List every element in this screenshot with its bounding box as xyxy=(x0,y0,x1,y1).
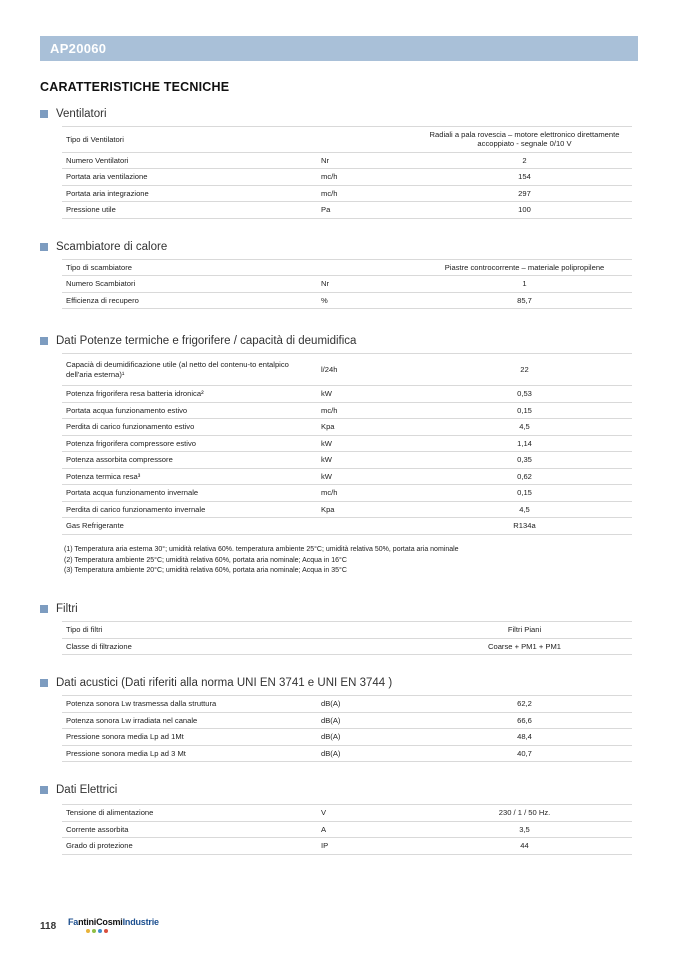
page-header-bar xyxy=(40,36,638,61)
row-label: Tipo di scambiatore xyxy=(62,259,317,275)
row-unit: l/24h xyxy=(317,354,417,386)
row-unit xyxy=(317,638,417,654)
footnotes xyxy=(64,545,638,578)
row-value: 0,15 xyxy=(417,485,632,501)
page-content xyxy=(40,80,638,861)
table-row xyxy=(62,468,632,484)
row-unit: kW xyxy=(317,468,417,484)
row-value: Filtri Piani xyxy=(417,622,632,638)
row-value: 3,5 xyxy=(417,821,632,837)
row-unit: mc/h xyxy=(317,185,417,201)
bullet-square-icon xyxy=(40,786,48,794)
row-value: 0,53 xyxy=(417,386,632,402)
table-row xyxy=(62,501,632,517)
table-row xyxy=(62,169,632,185)
row-value: Radiali a pala rovescia – motore elettronico direttamente accoppiato - segnale 0/10 V xyxy=(417,127,632,153)
row-label: Grado di protezione xyxy=(62,838,317,854)
section-heading xyxy=(40,108,638,120)
spec-table-potenze xyxy=(62,353,632,534)
section-heading xyxy=(40,335,638,347)
product-code: AP20060 xyxy=(50,41,107,56)
section-scambiatore xyxy=(40,241,638,309)
row-label: Capacià di deumidificazione utile (al netto del contenu-to entalpico dell'aria esterna)¹ xyxy=(62,354,317,386)
row-value: 230 / 1 / 50 Hz. xyxy=(417,805,632,821)
row-label: Corrente assorbita xyxy=(62,821,317,837)
row-label: Tipo di filtri xyxy=(62,622,317,638)
row-value: 44 xyxy=(417,838,632,854)
section-title: Dati acustici (Dati riferiti alla norma UNI EN 3741 e UNI EN 3744 ) xyxy=(56,677,393,690)
table-row xyxy=(62,202,632,218)
bullet-square-icon xyxy=(40,605,48,613)
logo-part-1: Fa xyxy=(68,917,79,927)
row-unit: dB(A) xyxy=(317,729,417,745)
row-value: 62,2 xyxy=(417,696,632,712)
row-value: 40,7 xyxy=(417,745,632,761)
footnote-3: (3) Temperatura ambiente 20°C; umidità relativa 60%, portata aria nominale; Acqua in 35°C xyxy=(64,567,347,575)
row-label: Potenza termica resa³ xyxy=(62,468,317,484)
row-value: 154 xyxy=(417,169,632,185)
row-label: Pressione sonora media Lp ad 3 Mt xyxy=(62,745,317,761)
row-label: Portata aria integrazione xyxy=(62,185,317,201)
section-title: Filtri xyxy=(56,603,78,616)
table-row xyxy=(62,518,632,534)
row-value: 2 xyxy=(417,152,632,168)
table-row xyxy=(62,805,632,821)
row-value: 0,62 xyxy=(417,468,632,484)
row-label: Potenza sonora Lw trasmessa dalla struttura xyxy=(62,696,317,712)
row-value: Coarse + PM1 + PM1 xyxy=(417,638,632,654)
table-row xyxy=(62,185,632,201)
row-unit: kW xyxy=(317,452,417,468)
table-row xyxy=(62,838,632,854)
row-unit: dB(A) xyxy=(317,745,417,761)
row-value: 1,14 xyxy=(417,435,632,451)
section-title: Dati Elettrici xyxy=(56,784,118,797)
row-label: Numero Ventilatori xyxy=(62,152,317,168)
row-label: Tipo di Ventilatori xyxy=(62,127,317,153)
row-label: Pressione utile xyxy=(62,202,317,218)
table-row xyxy=(62,127,632,153)
section-heading xyxy=(40,241,638,253)
logo-part-2: ntiniCosmi xyxy=(78,917,123,927)
row-value: 297 xyxy=(417,185,632,201)
company-logo xyxy=(68,917,159,927)
row-unit: IP xyxy=(317,838,417,854)
row-label: Portata acqua funzionamento invernale xyxy=(62,485,317,501)
row-value: 4,5 xyxy=(417,419,632,435)
row-unit: kW xyxy=(317,435,417,451)
footnote-2: (2) Temperatura ambiente 25°C; umidità relativa 60%, portata aria nominale; Acqua in 16°C xyxy=(64,556,347,564)
table-row xyxy=(62,435,632,451)
section-title: Scambiatore di calore xyxy=(56,240,168,253)
table-row xyxy=(62,638,632,654)
row-value: 0,15 xyxy=(417,402,632,418)
table-row xyxy=(62,259,632,275)
row-unit: Nr xyxy=(317,152,417,168)
section-heading xyxy=(40,603,638,615)
bullet-square-icon xyxy=(40,337,48,345)
row-label: Pressione sonora media Lp ad 1Mt xyxy=(62,729,317,745)
table-row xyxy=(62,821,632,837)
table-row xyxy=(62,452,632,468)
row-unit: mc/h xyxy=(317,485,417,501)
section-title: Ventilatori xyxy=(56,108,107,120)
row-value: Piastre controcorrente – materiale polipropilene xyxy=(417,259,632,275)
row-unit: mc/h xyxy=(317,402,417,418)
bullet-square-icon xyxy=(40,679,48,687)
row-label: Perdita di carico funzionamento invernale xyxy=(62,501,317,517)
spec-table-acustici xyxy=(62,695,632,762)
row-unit: Pa xyxy=(317,202,417,218)
row-value: 66,6 xyxy=(417,712,632,728)
row-unit: kW xyxy=(317,386,417,402)
row-unit: mc/h xyxy=(317,169,417,185)
row-unit xyxy=(317,518,417,534)
spec-table-scambiatore xyxy=(62,259,632,309)
section-dati-elettrici xyxy=(40,784,638,854)
section-title: Dati Potenze termiche e frigorifere / capacità di deumidifica xyxy=(56,335,357,348)
row-unit xyxy=(317,259,417,275)
section-ventilatori xyxy=(40,108,638,219)
footnote-1: (1) Temperatura aria esterna 30°; umidità relativa 60%. temperatura ambiente 25°C; umidità relativa 50%, portata aria nominale xyxy=(64,545,459,553)
table-row xyxy=(62,745,632,761)
row-value: 48,4 xyxy=(417,729,632,745)
row-value: 1 xyxy=(417,276,632,292)
spec-table-ventilatori xyxy=(62,126,632,219)
table-row xyxy=(62,386,632,402)
spec-table-filtri xyxy=(62,621,632,655)
logo-dots-icon xyxy=(86,929,108,933)
row-label: Portata acqua funzionamento estivo xyxy=(62,402,317,418)
bullet-square-icon xyxy=(40,110,48,118)
bullet-square-icon xyxy=(40,243,48,251)
section-dati-potenze xyxy=(40,335,638,577)
table-row xyxy=(62,276,632,292)
row-label: Numero Scambiatori xyxy=(62,276,317,292)
row-unit: Nr xyxy=(317,276,417,292)
row-unit: dB(A) xyxy=(317,712,417,728)
row-unit: A xyxy=(317,821,417,837)
table-row xyxy=(62,729,632,745)
page-title: CARATTERISTICHE TECNICHE xyxy=(40,80,230,94)
table-row xyxy=(62,292,632,308)
row-unit xyxy=(317,127,417,153)
table-row xyxy=(62,152,632,168)
row-label: Classe di filtrazione xyxy=(62,638,317,654)
row-label: Efficienza di recupero xyxy=(62,292,317,308)
table-row xyxy=(62,485,632,501)
table-row xyxy=(62,622,632,638)
page-number: 118 xyxy=(40,921,57,932)
row-value: R134a xyxy=(417,518,632,534)
row-value: 85,7 xyxy=(417,292,632,308)
section-heading xyxy=(40,677,638,689)
row-label: Portata aria ventilazione xyxy=(62,169,317,185)
table-row xyxy=(62,419,632,435)
row-label: Potenza sonora Lw irradiata nel canale xyxy=(62,712,317,728)
table-row xyxy=(62,354,632,386)
table-row xyxy=(62,402,632,418)
logo-part-3: Industrie xyxy=(122,917,159,927)
row-unit: Kpa xyxy=(317,419,417,435)
section-dati-acustici xyxy=(40,677,638,762)
row-unit: dB(A) xyxy=(317,696,417,712)
row-label: Potenza frigorifera compressore estivo xyxy=(62,435,317,451)
row-value: 0,35 xyxy=(417,452,632,468)
section-heading xyxy=(40,784,638,796)
row-value: 100 xyxy=(417,202,632,218)
row-unit: V xyxy=(317,805,417,821)
row-value: 4,5 xyxy=(417,501,632,517)
section-filtri xyxy=(40,603,638,655)
page-footer xyxy=(40,917,638,941)
row-label: Perdita di carico funzionamento estivo xyxy=(62,419,317,435)
row-label: Potenza assorbita compressore xyxy=(62,452,317,468)
row-unit xyxy=(317,622,417,638)
row-label: Tensione di alimentazione xyxy=(62,805,317,821)
row-label: Gas Refrigerante xyxy=(62,518,317,534)
table-row xyxy=(62,712,632,728)
row-label: Potenza frigorifera resa batteria idronica² xyxy=(62,386,317,402)
row-value: 22 xyxy=(417,354,632,386)
row-unit: Kpa xyxy=(317,501,417,517)
spec-table-elettrici xyxy=(62,804,632,854)
table-row xyxy=(62,696,632,712)
row-unit: % xyxy=(317,292,417,308)
